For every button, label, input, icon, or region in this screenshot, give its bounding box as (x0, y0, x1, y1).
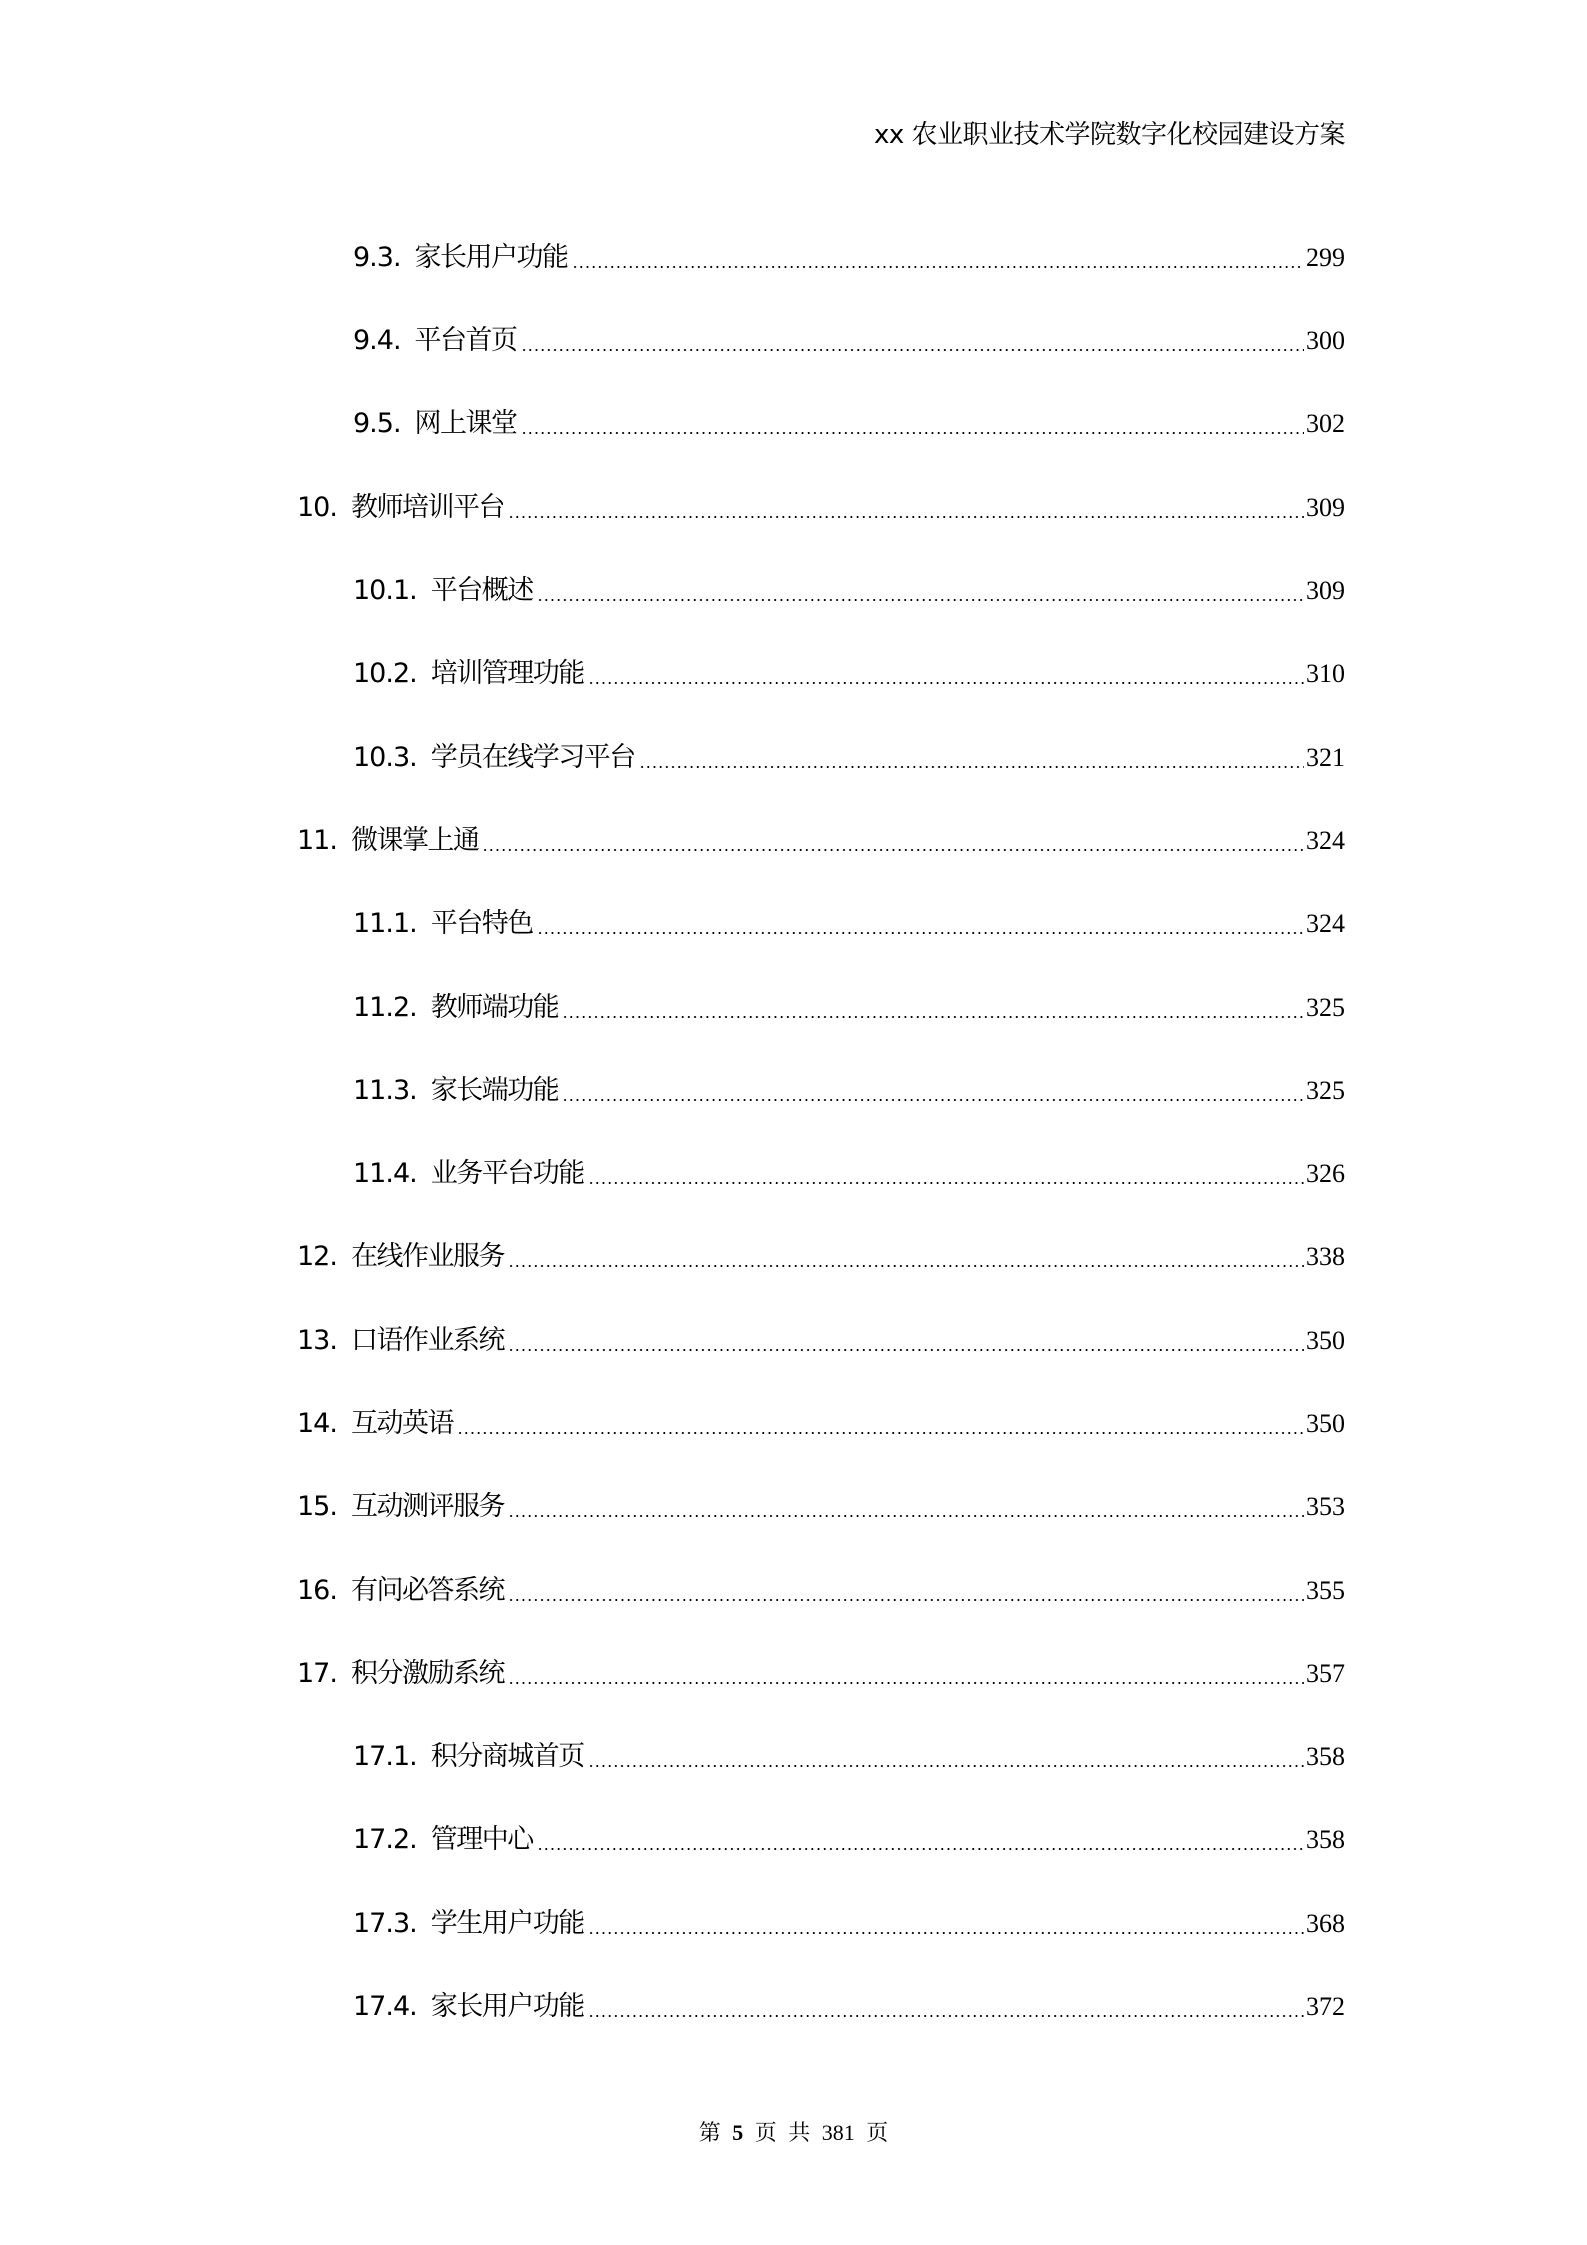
toc-entry-title: 积分激励系统 (350, 1658, 504, 1689)
toc-entry-number: 9.3. (353, 242, 401, 273)
toc-entry[interactable] (353, 1904, 1345, 1944)
toc-entry-page: 299 (1306, 243, 1345, 272)
current-page-number: 5 (732, 2120, 744, 2145)
toc-entry-title: 教师端功能 (430, 992, 559, 1023)
dot-leader (588, 654, 1304, 694)
dot-leader (588, 1737, 1304, 1777)
toc-entry-page: 358 (1306, 1742, 1345, 1771)
toc-entry[interactable] (297, 1571, 1345, 1611)
toc-entry-number: 11.1. (353, 908, 417, 939)
toc-entry-number: 17. (297, 1658, 337, 1689)
toc-entry-page: 338 (1306, 1242, 1345, 1271)
dot-leader (537, 571, 1304, 611)
dot-leader (562, 988, 1304, 1028)
toc-entry-page: 353 (1306, 1492, 1345, 1521)
toc-entry-page: 368 (1306, 1909, 1345, 1938)
toc-entry-number: 16. (297, 1575, 337, 1606)
toc-entry-number: 11. (297, 825, 337, 856)
toc-entry-page: 300 (1306, 326, 1345, 355)
toc-entry[interactable] (353, 1820, 1345, 1860)
toc-entry-page: 350 (1306, 1326, 1345, 1355)
toc-entry-title: 学生用户功能 (430, 1908, 584, 1939)
toc-entry[interactable] (353, 1071, 1345, 1111)
toc-entry[interactable] (297, 1237, 1345, 1277)
toc-entry-page: 325 (1306, 993, 1345, 1022)
toc-entry-page: 325 (1306, 1076, 1345, 1105)
toc-entry-page: 324 (1306, 826, 1345, 855)
toc-entry-title: 互动测评服务 (350, 1491, 504, 1522)
toc-entry-number: 10.3. (353, 742, 417, 773)
total-pages: 381 (821, 2120, 855, 2145)
toc-entry-number: 15. (297, 1491, 337, 1522)
toc-entry-number: 11.2. (353, 992, 417, 1023)
toc-entry[interactable] (297, 1487, 1345, 1527)
dot-leader (588, 1987, 1304, 2027)
toc-entry-title: 互动英语 (350, 1408, 453, 1439)
dot-leader (521, 321, 1304, 361)
toc-entry-title: 微课掌上通 (350, 825, 479, 856)
toc-entry-title: 业务平台功能 (430, 1158, 584, 1189)
footer-middle: 页 共 (754, 2120, 811, 2145)
toc-entry[interactable] (353, 321, 1345, 361)
dot-leader (457, 1404, 1304, 1444)
toc-entry-title: 平台首页 (414, 325, 517, 356)
toc-entry[interactable] (297, 1321, 1345, 1361)
toc-entry-page: 355 (1306, 1576, 1345, 1605)
dot-leader (562, 1071, 1304, 1111)
toc-entry-number: 14. (297, 1408, 337, 1439)
toc-entry-title: 平台特色 (430, 908, 533, 939)
toc-entry-page: 302 (1306, 409, 1345, 438)
dot-leader (588, 1904, 1304, 1944)
page-footer (0, 2118, 1587, 2148)
toc-entry-title: 家长端功能 (430, 1075, 559, 1106)
toc-entry-title: 家长用户功能 (414, 242, 568, 273)
toc-entry-number: 17.3. (353, 1908, 417, 1939)
toc-entry[interactable] (353, 404, 1345, 444)
toc-entry-title: 家长用户功能 (430, 1991, 584, 2022)
toc-entry-title: 平台概述 (430, 575, 533, 606)
toc-entry-title: 学员在线学习平台 (430, 742, 635, 773)
toc-entry-page: 309 (1306, 493, 1345, 522)
toc-entry[interactable] (353, 904, 1345, 944)
footer-prefix: 第 (698, 2120, 721, 2145)
toc-entry[interactable] (297, 1404, 1345, 1444)
toc-entry-number: 11.3. (353, 1075, 417, 1106)
dot-leader (521, 404, 1304, 444)
toc-entry-number: 10.1. (353, 575, 417, 606)
toc-entry-title: 教师培训平台 (350, 492, 504, 523)
toc-entry-page: 326 (1306, 1159, 1345, 1188)
toc-entry-number: 17.4. (353, 1991, 417, 2022)
toc-entry-title: 口语作业系统 (350, 1325, 504, 1356)
toc-entry-title: 积分商城首页 (430, 1741, 584, 1772)
dot-leader (508, 1321, 1304, 1361)
toc-entry[interactable] (353, 1737, 1345, 1777)
dot-leader (508, 1487, 1304, 1527)
toc-entry-title: 网上课堂 (414, 408, 517, 439)
dot-leader (537, 1820, 1304, 1860)
dot-leader (508, 1654, 1304, 1694)
toc-entry-title: 管理中心 (430, 1824, 533, 1855)
toc-entry-number: 17.1. (353, 1741, 417, 1772)
dot-leader (508, 488, 1304, 528)
toc-entry[interactable] (297, 488, 1345, 528)
toc-entry-number: 11.4. (353, 1158, 417, 1189)
toc-entry-page: 309 (1306, 576, 1345, 605)
toc-entry-title: 有问必答系统 (350, 1575, 504, 1606)
toc-entry-number: 17.2. (353, 1824, 417, 1855)
toc-entry-number: 10. (297, 492, 337, 523)
toc-entry-number: 9.4. (353, 325, 401, 356)
toc-entry[interactable] (353, 571, 1345, 611)
dot-leader (537, 904, 1304, 944)
toc-entry[interactable] (297, 821, 1345, 861)
toc-entry-page: 321 (1306, 743, 1345, 772)
dot-leader (508, 1237, 1304, 1277)
page-header-title: xx 农业职业技术学院数字化校园建设方案 (873, 120, 1345, 150)
dot-leader (508, 1571, 1304, 1611)
toc-entry-page: 372 (1306, 1992, 1345, 2021)
dot-leader (482, 821, 1304, 861)
footer-suffix: 页 (866, 2120, 889, 2145)
toc-entry[interactable] (353, 654, 1345, 694)
toc-entry-page: 357 (1306, 1659, 1345, 1688)
toc-entry-page: 324 (1306, 909, 1345, 938)
toc-entry[interactable] (353, 1987, 1345, 2027)
toc-entry-number: 12. (297, 1241, 337, 1272)
toc-entry[interactable] (353, 1154, 1345, 1194)
toc-entry-number: 10.2. (353, 658, 417, 689)
dot-leader (639, 738, 1304, 778)
toc-entry-page: 310 (1306, 659, 1345, 688)
toc-entry-title: 在线作业服务 (350, 1241, 504, 1272)
dot-leader (588, 1154, 1304, 1194)
toc-entry-page: 350 (1306, 1409, 1345, 1438)
toc-entry-number: 9.5. (353, 408, 401, 439)
dot-leader (572, 238, 1304, 278)
toc-entry-number: 13. (297, 1325, 337, 1356)
toc-entry-page: 358 (1306, 1825, 1345, 1854)
toc-entry[interactable] (297, 1654, 1345, 1694)
toc-entry[interactable] (353, 738, 1345, 778)
toc-entry[interactable] (353, 988, 1345, 1028)
toc-entry[interactable] (353, 238, 1345, 278)
toc-entry-title: 培训管理功能 (430, 658, 584, 689)
